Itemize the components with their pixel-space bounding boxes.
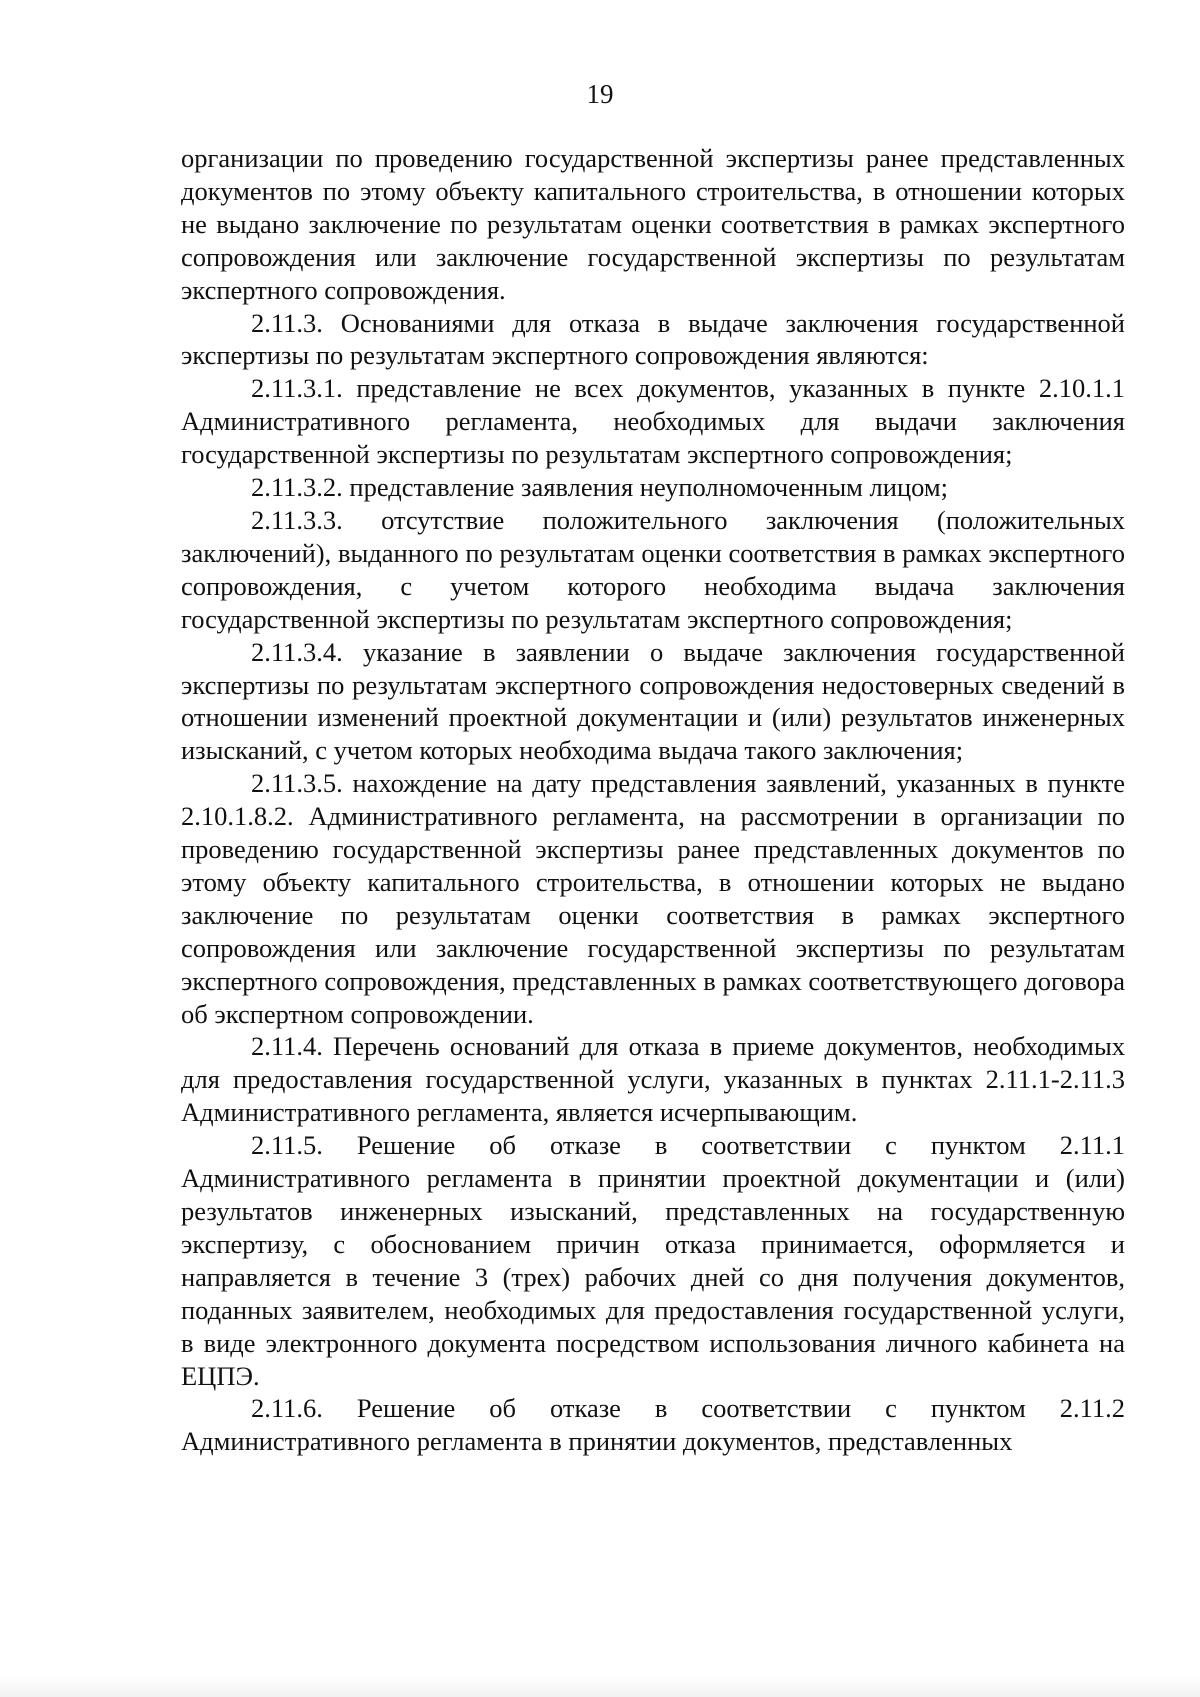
page-number: 19 — [586, 79, 614, 109]
document-body — [181, 142, 1125, 1458]
paragraph-2-11-3-5: 2.11.3.5. нахождение на дату представления заявлений, указанных в пункте 2.10.1.8.2. Административного регламента, на рассмотрении в организации по проведению государственной экспертизы ранее представленных документов по этому объекту капитального строительства, в отношении которых не выдано заключение по результатам оценки соответствия в рамках экспертного сопровождения или заключение государственной экспертизы по результатам экспертного сопровождения, представленных в рамках соответствующего договора об экспертном сопровождении. — [181, 768, 1125, 1029]
paragraph-2-11-3-2: 2.11.3.2. представление заявления неуполномоченным лицом; — [251, 472, 949, 503]
paragraph-2-11-3-4: 2.11.3.4. указание в заявлении о выдаче заключения государственной экспертизы по результатам экспертного сопровождения недостоверных сведений в отношении изменений проектной документации и (или) результатов инженерных изысканий, с учетом которых необходима выдача такого заключения; — [181, 636, 1125, 766]
paragraph-2-11-3: 2.11.3. Основаниями для отказа в выдаче заключения государственной экспертизы по результатам экспертного сопровождения являются: — [181, 307, 1125, 371]
paragraph-2-11-3-1: 2.11.3.1. представление не всех документов, указанных в пункте 2.10.1.1 Административного регламента, необходимых для выдачи заключения государственной экспертизы по результатам экспертного сопровождения; — [181, 373, 1125, 470]
paragraph-2-11-6: 2.11.6. Решение об отказе в соответствии с пунктом 2.11.2 Административного регламента в принятии документов, представленных — [181, 1393, 1125, 1457]
paragraph-2-11-4: 2.11.4. Перечень оснований для отказа в приеме документов, необходимых для предоставления государственной услуги, указанных в пунктах 2.11.1-2.11.3 Административного регламента, является исчерпывающим. — [181, 1031, 1125, 1128]
scan-edge-shadow — [0, 1675, 1200, 1697]
paragraph-continuation: организации по проведению государственной экспертизы ранее представленных документов по этому объекту капитального строительства, в отношении которых не выдано заключение по результатам оценки соответствия в рамках экспертного сопровождения или заключение государственной экспертизы по результатам экспертного сопровождения. — [181, 143, 1125, 305]
paragraph-2-11-3-3: 2.11.3.3. отсутствие положительного заключения (положительных заключений), выданного по результатам оценки соответствия в рамках экспертного сопровождения, с учетом которого необходима выдача заключения государственной экспертизы по результатам экспертного сопровождения; — [181, 504, 1125, 634]
paragraph-2-11-5: 2.11.5. Решение об отказе в соответствии с пунктом 2.11.1 Административного регламента в принятии проектной документации и (или) результатов инженерных изысканий, представленных на государственную экспертизу, с обоснованием причин отказа принимается, оформляется и направляется в течение 3 (трех) рабочих дней со дня получения документов, поданных заявителем, необходимых для предоставления государственной услуги, в виде электронного документа посредством использования личного кабинета на ЕЦПЭ. — [181, 1130, 1125, 1391]
